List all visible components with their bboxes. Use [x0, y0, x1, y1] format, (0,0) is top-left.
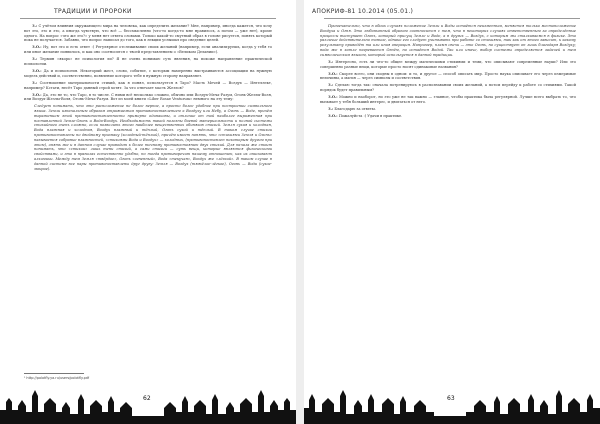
speaker-label: З.:: [328, 83, 334, 88]
right-page-number: 63: [444, 395, 458, 402]
left-paragraph-5: [24, 81, 272, 91]
right-paragraph-2: [320, 72, 576, 82]
right-paragraph-6: [320, 114, 576, 119]
right-paragraph-5: [320, 107, 576, 112]
paragraph-text: Скорее всего, они сходны в одном: и то, и другое — способ описать мир. Просто наука описывает его через измеримые величины, а магия — через символы и соответствия.: [320, 71, 576, 81]
paragraph-text: Термин «якорь» не психология ли? Я не очень понимаю суть явления, на похоже направление практической психологии.: [24, 57, 272, 66]
speaker-label: З.:: [328, 59, 334, 64]
speaker-label: З.О.:: [328, 71, 338, 76]
footnote-rule: [24, 373, 84, 374]
left-paragraph-3: [24, 57, 272, 67]
paragraph-text: Соотношение материальности стихий, как я понял, используется в Таро? Масть Мечей — Воздух — Интеллект, например? Кстати, несёт Таро данный строй хотят. За что отвечает масть Жезлов?: [24, 80, 272, 90]
footnote-link[interactable]: ¹ http://polotfly.ya.ru/users/polotfly.pdf: [24, 376, 90, 380]
left-header-rule: [20, 18, 276, 19]
paragraph-text: Можно и наоборот, но это уже не так важно — главное, чтобы практика была регулярной. Лучше всего выбрать то, что вызывает у тебя больший интерес, и двигаться от него.: [320, 95, 576, 104]
left-paragraph-6: [24, 93, 272, 103]
book-quote: Следует понимать, что это расположение не более верное, а просто более удобное при построении символьного языка. Земли изначальным образом отражаемым противопоставлением к Воздуху или Небу, а Огонь — Воде, причём выражением этой противопоставленности примерно одинаковы, и отличие от той наиболее выраженная при поставленной Земле-Огонь и Вода-Воздух. Необходимость такой полезны боевой материальности и полной системы стихийного очень сложно, если позволить этого наиболее вещественных обиняков стихий. Земля сухая и холодная, Вода влажная и холодная, Воздух влажный и тёплый, Огонь сухой и тёплый. В таком случае стихии противопоставлены по двойному признаку (холодный-тёплый), причём имеет понять, что «стихиями Земля и Огонь» называется собрание влажностей, «стихиями Вода и Воздух» — холодных, (противопоставлен некоторым другим при этом), опять же и в данном случае приводит к более точному противостоянию двух стихий. Для начала же стоит понимать, что «стихии» лишь тени стихий, а сами стихии — суть вещи, которые являются физическими свойствами, и это в правилах естественно удобно, но тогда противоречит нашему отношению, как их описывают алхимики. Между тем Земля «твёрдое», Огонь «огненный», Вода «текучая», Воздух же «лёгкий». В таком случае в данной системе все пары противопоставлены друг другу: Земля — Воздух (тяжёлое-лёгкое), Огонь — Вода (сухое-мокрое).: [34, 104, 272, 171]
paragraph-text: Интересно, есть ли что-то общее между магическими стихиями и теми, что описывают современные науки? Или это совершенно разные вещи, которые просто носят одинаковые названия?: [320, 59, 576, 69]
right-paragraph-3: [320, 83, 576, 93]
left-paragraph-4: [24, 69, 272, 79]
paragraph-text: Сделаю тогда так: сначала потренируюсь в распознавании своих желаний, а потом перейду к работе со стихиями. Такой порядок будет правильным?: [320, 83, 576, 93]
left-page-header: ТРАДИЦИИ И ПРОРОКИ: [54, 8, 132, 15]
left-page-body: [24, 24, 272, 173]
paragraph-text: С учётом влияния окружающего мира на человека, как определить желание? Мне, например, иногда кажется, что хочу вот это, это и это, а иногда чувствую, что всё — бессмысленно (что-то когда-то мне нравилось, а потом — уже нет), кроме одного. На вопрос «что же это?» у меня нет ответа словами. Только какой-то смутный образ в голове рисуется, понять который пока не получается. Забавно, что вопрос написал до того, как в лекции услышал про сведение целей.: [24, 24, 272, 43]
right-paragraph-4: [320, 95, 576, 105]
right-intro-paragraph: Примечательно, что в обоих случаях положение Земли и Воды остаётся неизменным, меняется только местоположение Воздуха и Огня. Это любопытный образом соотносится с тем, что в некоторых случаях ответственным за определённые процессы выступает Огонь, который присущ Земле и Воде, а в других — Воздух, с которым мы сталкиваемся в физике. Это различие действительно тонкое, однако его следует учитывать при работе со стихиями, так как от этого зависит, к какому результату приведёт та или иная операция. Например, пламя свечи — это Огонь, но существует он лишь благодаря Воздуху; вода же в котле нагревается Огнём, но остаётся Водой. Так или иначе, выбор системы определяется задачей и тем символическим языком, который используется в данной традиции.: [320, 24, 576, 57]
left-page: [0, 0, 296, 424]
right-header-rule: [324, 18, 580, 19]
paragraph-text: Благодарю за ответы.: [334, 106, 376, 111]
speaker-label: З.О.:: [328, 95, 338, 100]
speaker-label: З.О.:: [328, 113, 338, 118]
paragraph-text: Да и психология. Некоторый жест, слово, событие, с которым намеренно выстраиваются ассоциации на нужную модель действий и, соответственно, появление которого тебе в нужную сторону направляет.: [24, 68, 272, 78]
book-gutter: [296, 0, 304, 424]
speaker-label: З.:: [32, 80, 38, 85]
paragraph-text: Пожалуйста :) Удачи в практике.: [338, 113, 403, 118]
paragraph-text: Ну, вот это и есть ответ :) Регулярное отслеживание своих желаний (например, если анализируешь, когда у тебя то или иное желание появилось, и как оно соотносится с твоей представлением о «Великом Делании»).: [24, 45, 272, 55]
right-page-header: АПОКРИФ-81 10.2014 (05.01.): [312, 8, 414, 15]
speaker-label: З.О.:: [32, 45, 42, 50]
left-paragraph-2: [24, 45, 272, 55]
paragraph-text: Да, это не то, что Таро, в то числе. С ними всё несколько сложно, обычно или Воздух-Меча-Разум, Огонь-Жезлы-Воля, или Воздух-Жезлы-Воля, Огонь-Меча-Разум. Вот из моей книги «Liber Rosae Venturum» немного на эту тему:: [24, 92, 272, 102]
speaker-label: З.:: [32, 24, 38, 28]
city-skyline-ornament: [0, 382, 296, 424]
city-skyline-ornament: [304, 382, 600, 424]
right-page: [304, 0, 600, 424]
right-page-body: [320, 24, 576, 121]
speaker-label: З.О.:: [32, 92, 42, 97]
speaker-label: З.:: [328, 106, 334, 111]
left-page-number: 62: [140, 395, 154, 402]
speaker-label: З.О.:: [32, 68, 42, 73]
left-paragraph-1: [24, 24, 272, 43]
right-paragraph-1: [320, 60, 576, 70]
speaker-label: З.:: [32, 57, 38, 62]
